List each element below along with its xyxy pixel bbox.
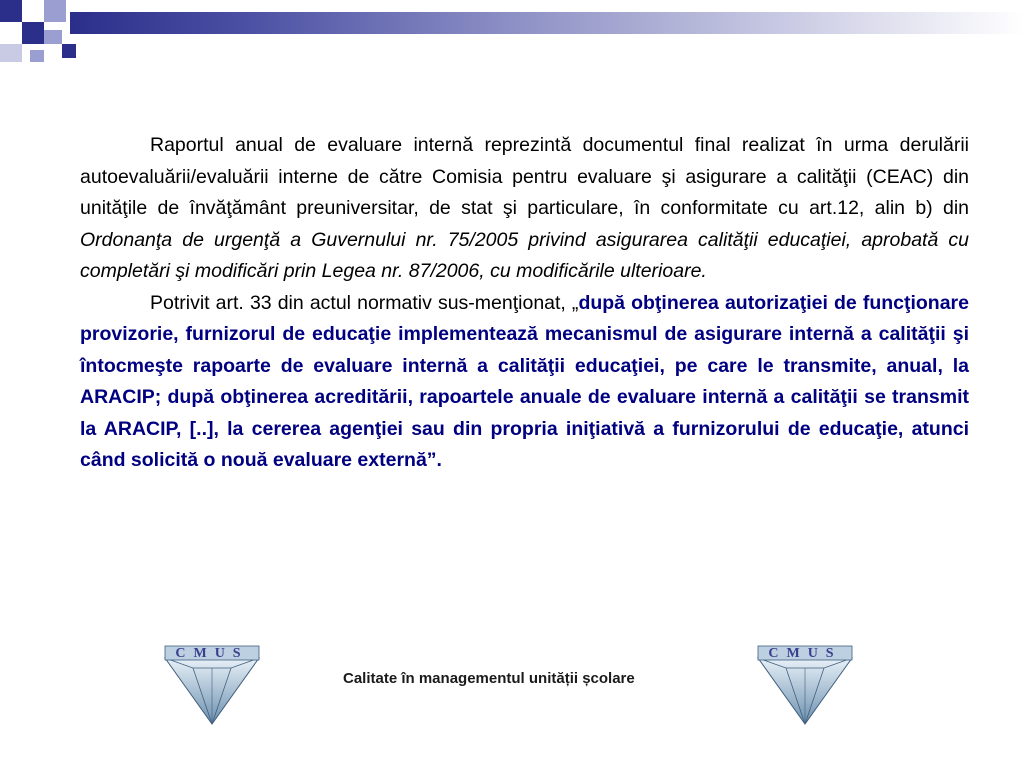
deco-square (44, 0, 66, 22)
paragraph1-italic: Ordonanţa de urgenţă a Guvernului nr. 75/2005 privind asigurarea calităţii educaţiei, aprobată cu completări şi modificări prin Legea nr. 87/2006, cu modificările ulterioare. (80, 228, 969, 282)
deco-square (0, 0, 22, 22)
deco-square (22, 22, 44, 44)
header-gradient-bar (70, 12, 1024, 34)
diamond-icon (163, 640, 261, 726)
cmus-logo-letters: CMUS (175, 646, 249, 661)
slide-body (80, 130, 969, 477)
paragraph1-text: Raportul anual de evaluare internă reprezintă documentul final realizat în urma derulării autoevaluării/evaluării interne de către Comisia pentru evaluare şi asigurare a calităţii (CEAC) din unităţile de învăţământ preuniversitar, de stat şi particulare, în conformitate cu art.12, alin b) din (80, 134, 969, 219)
paragraph2-intro: Potrivit art. 33 din actul normativ sus-menţionat, „ (150, 291, 579, 314)
paragraph-art-33 (80, 288, 969, 477)
deco-square (30, 50, 44, 62)
paragraph2-bold-quote: după obţinerea autorizaţiei de funcţionare provizorie, furnizorul de educaţie implementează mecanismul de asigurare internă a calităţii şi întocmeşte rapoarte de evaluare internă a calităţii educaţiei, pe care le transmite, anual, la ARACIP; după obţinerea acreditării, rapoartele anuale de evaluare internă a calităţii se transmit la ARACIP, [..], la cererea agenţiei sau din propria iniţiativă a furnizorului de educaţie, atunci când solicită o nouă evaluare externă”. (80, 291, 969, 471)
diamond-icon (756, 640, 854, 726)
paragraph-raport-anual (80, 130, 969, 288)
footer-tagline: Calitate în managementul unității școlare (343, 670, 635, 687)
deco-square (44, 30, 62, 44)
deco-square (62, 44, 76, 58)
cmus-logo-letters: CMUS (768, 646, 842, 661)
cmus-logo-right (756, 640, 854, 726)
slide-header-decoration (0, 0, 1024, 64)
deco-square (0, 44, 22, 62)
cmus-logo-left (163, 640, 261, 726)
